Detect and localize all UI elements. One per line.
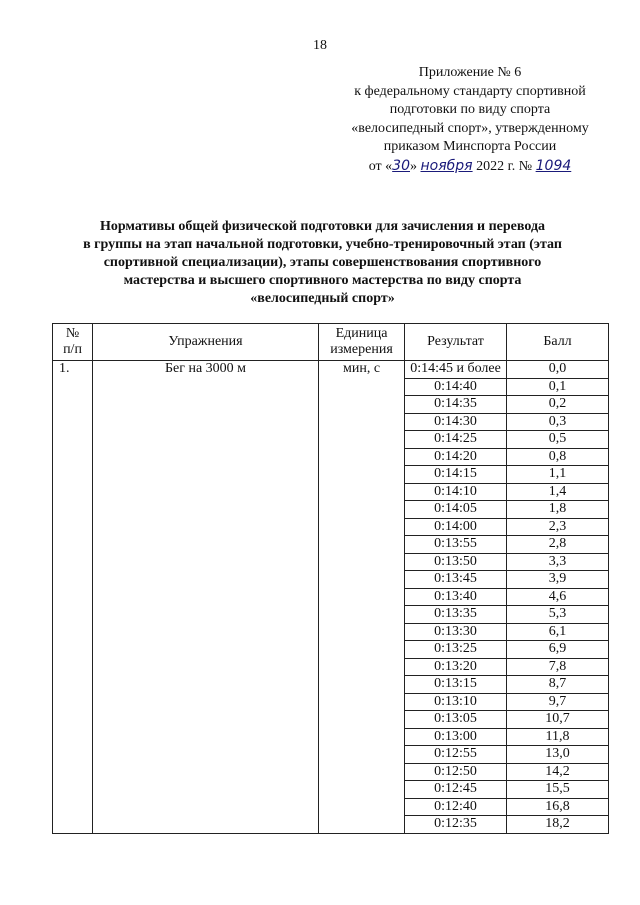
score-cell: 8,7 (507, 676, 609, 694)
result-cell: 0:14:30 (405, 413, 507, 431)
title-line-3: спортивной специализации), этапы совершенствования спортивного (103, 255, 542, 270)
exercise-unit: мин, с (319, 361, 405, 834)
result-cell: 0:12:55 (405, 746, 507, 764)
score-cell: 0,3 (507, 413, 609, 431)
result-cell: 0:13:05 (405, 711, 507, 729)
score-cell: 7,8 (507, 658, 609, 676)
table-header-row (53, 324, 609, 361)
result-cell: 0:13:00 (405, 728, 507, 746)
appendix-line-5: приказом Минспорта России (383, 139, 557, 154)
exercise-number: 1. (53, 361, 93, 834)
result-cell: 0:12:40 (405, 798, 507, 816)
score-cell: 15,5 (507, 781, 609, 799)
appendix-line-4: «велосипедный спорт», утвержденному (351, 120, 589, 136)
result-cell: 0:14:05 (405, 501, 507, 519)
result-cell: 0:14:25 (405, 431, 507, 449)
order-reference (330, 157, 610, 177)
score-cell: 16,8 (507, 798, 609, 816)
score-cell: 18,2 (507, 816, 609, 834)
score-cell: 13,0 (507, 746, 609, 764)
result-cell: 0:14:40 (405, 378, 507, 396)
score-cell: 2,3 (507, 518, 609, 536)
score-cell: 6,1 (507, 623, 609, 641)
order-year: 2022 г. № (476, 158, 533, 174)
score-cell: 3,9 (507, 571, 609, 589)
result-cell: 0:14:00 (405, 518, 507, 536)
document-title (60, 218, 585, 308)
result-cell: 0:13:55 (405, 536, 507, 554)
header-score: Балл (507, 324, 609, 361)
appendix-line-2: к федеральному стандарту спортивной (354, 83, 586, 99)
score-cell: 2,8 (507, 536, 609, 554)
score-cell: 0,8 (507, 448, 609, 466)
header-number-line-1: № (65, 326, 80, 341)
result-cell: 0:13:45 (405, 571, 507, 589)
result-cell: 0:13:35 (405, 606, 507, 624)
score-cell: 0,1 (507, 378, 609, 396)
appendix-line-3: подготовки по виду спорта (389, 102, 551, 117)
result-cell: 0:14:20 (405, 448, 507, 466)
score-cell: 10,7 (507, 711, 609, 729)
score-cell: 9,7 (507, 693, 609, 711)
appendix-header (330, 64, 610, 176)
result-cell: 0:13:15 (405, 676, 507, 694)
header-number-line-2: п/п (63, 342, 82, 357)
table-row (53, 361, 609, 379)
result-cell: 0:14:45 и более (405, 361, 507, 379)
result-cell: 0:14:35 (405, 396, 507, 414)
result-cell: 0:12:45 (405, 781, 507, 799)
appendix-line-1: Приложение № 6 (418, 65, 522, 80)
result-cell: 0:12:50 (405, 763, 507, 781)
score-cell: 1,4 (507, 483, 609, 501)
result-cell: 0:13:20 (405, 658, 507, 676)
title-line-4: мастерства и высшего спортивного мастерства по виду спорта (123, 273, 522, 288)
header-unit-line-1: Единица (335, 326, 388, 341)
order-day-handwritten: 30 (392, 157, 410, 174)
result-cell: 0:14:15 (405, 466, 507, 484)
result-cell: 0:13:50 (405, 553, 507, 571)
page-number: 18 (313, 38, 327, 53)
score-cell: 6,9 (507, 641, 609, 659)
score-cell: 1,8 (507, 501, 609, 519)
score-cell: 11,8 (507, 728, 609, 746)
score-cell: 0,5 (507, 431, 609, 449)
header-number (53, 324, 93, 361)
table-body (53, 361, 609, 834)
title-line-5: «велосипедный спорт» (250, 291, 395, 306)
score-cell: 1,1 (507, 466, 609, 484)
score-cell: 0,0 (507, 361, 609, 379)
title-line-1: Нормативы общей физической подготовки для зачисления и перевода (99, 219, 546, 234)
header-unit (319, 324, 405, 361)
title-line-2: в группы на этап начальной подготовки, учебно-тренировочный этап (этап (83, 237, 562, 252)
score-cell: 4,6 (507, 588, 609, 606)
norms-table (52, 323, 609, 834)
result-cell: 0:13:10 (405, 693, 507, 711)
order-number-handwritten: 1094 (535, 157, 572, 174)
exercise-name: Бег на 3000 м (93, 361, 319, 834)
score-cell: 5,3 (507, 606, 609, 624)
header-unit-line-2: измерения (330, 342, 393, 357)
header-exercise: Упражнения (93, 324, 319, 361)
score-cell: 0,2 (507, 396, 609, 414)
score-cell: 14,2 (507, 763, 609, 781)
order-mid: » (410, 158, 417, 174)
result-cell: 0:12:35 (405, 816, 507, 834)
order-prefix: от « (368, 158, 393, 174)
score-cell: 3,3 (507, 553, 609, 571)
result-cell: 0:13:25 (405, 641, 507, 659)
header-result: Результат (405, 324, 507, 361)
result-cell: 0:13:30 (405, 623, 507, 641)
result-cell: 0:14:10 (405, 483, 507, 501)
order-month-handwritten: ноября (420, 157, 473, 174)
result-cell: 0:13:40 (405, 588, 507, 606)
